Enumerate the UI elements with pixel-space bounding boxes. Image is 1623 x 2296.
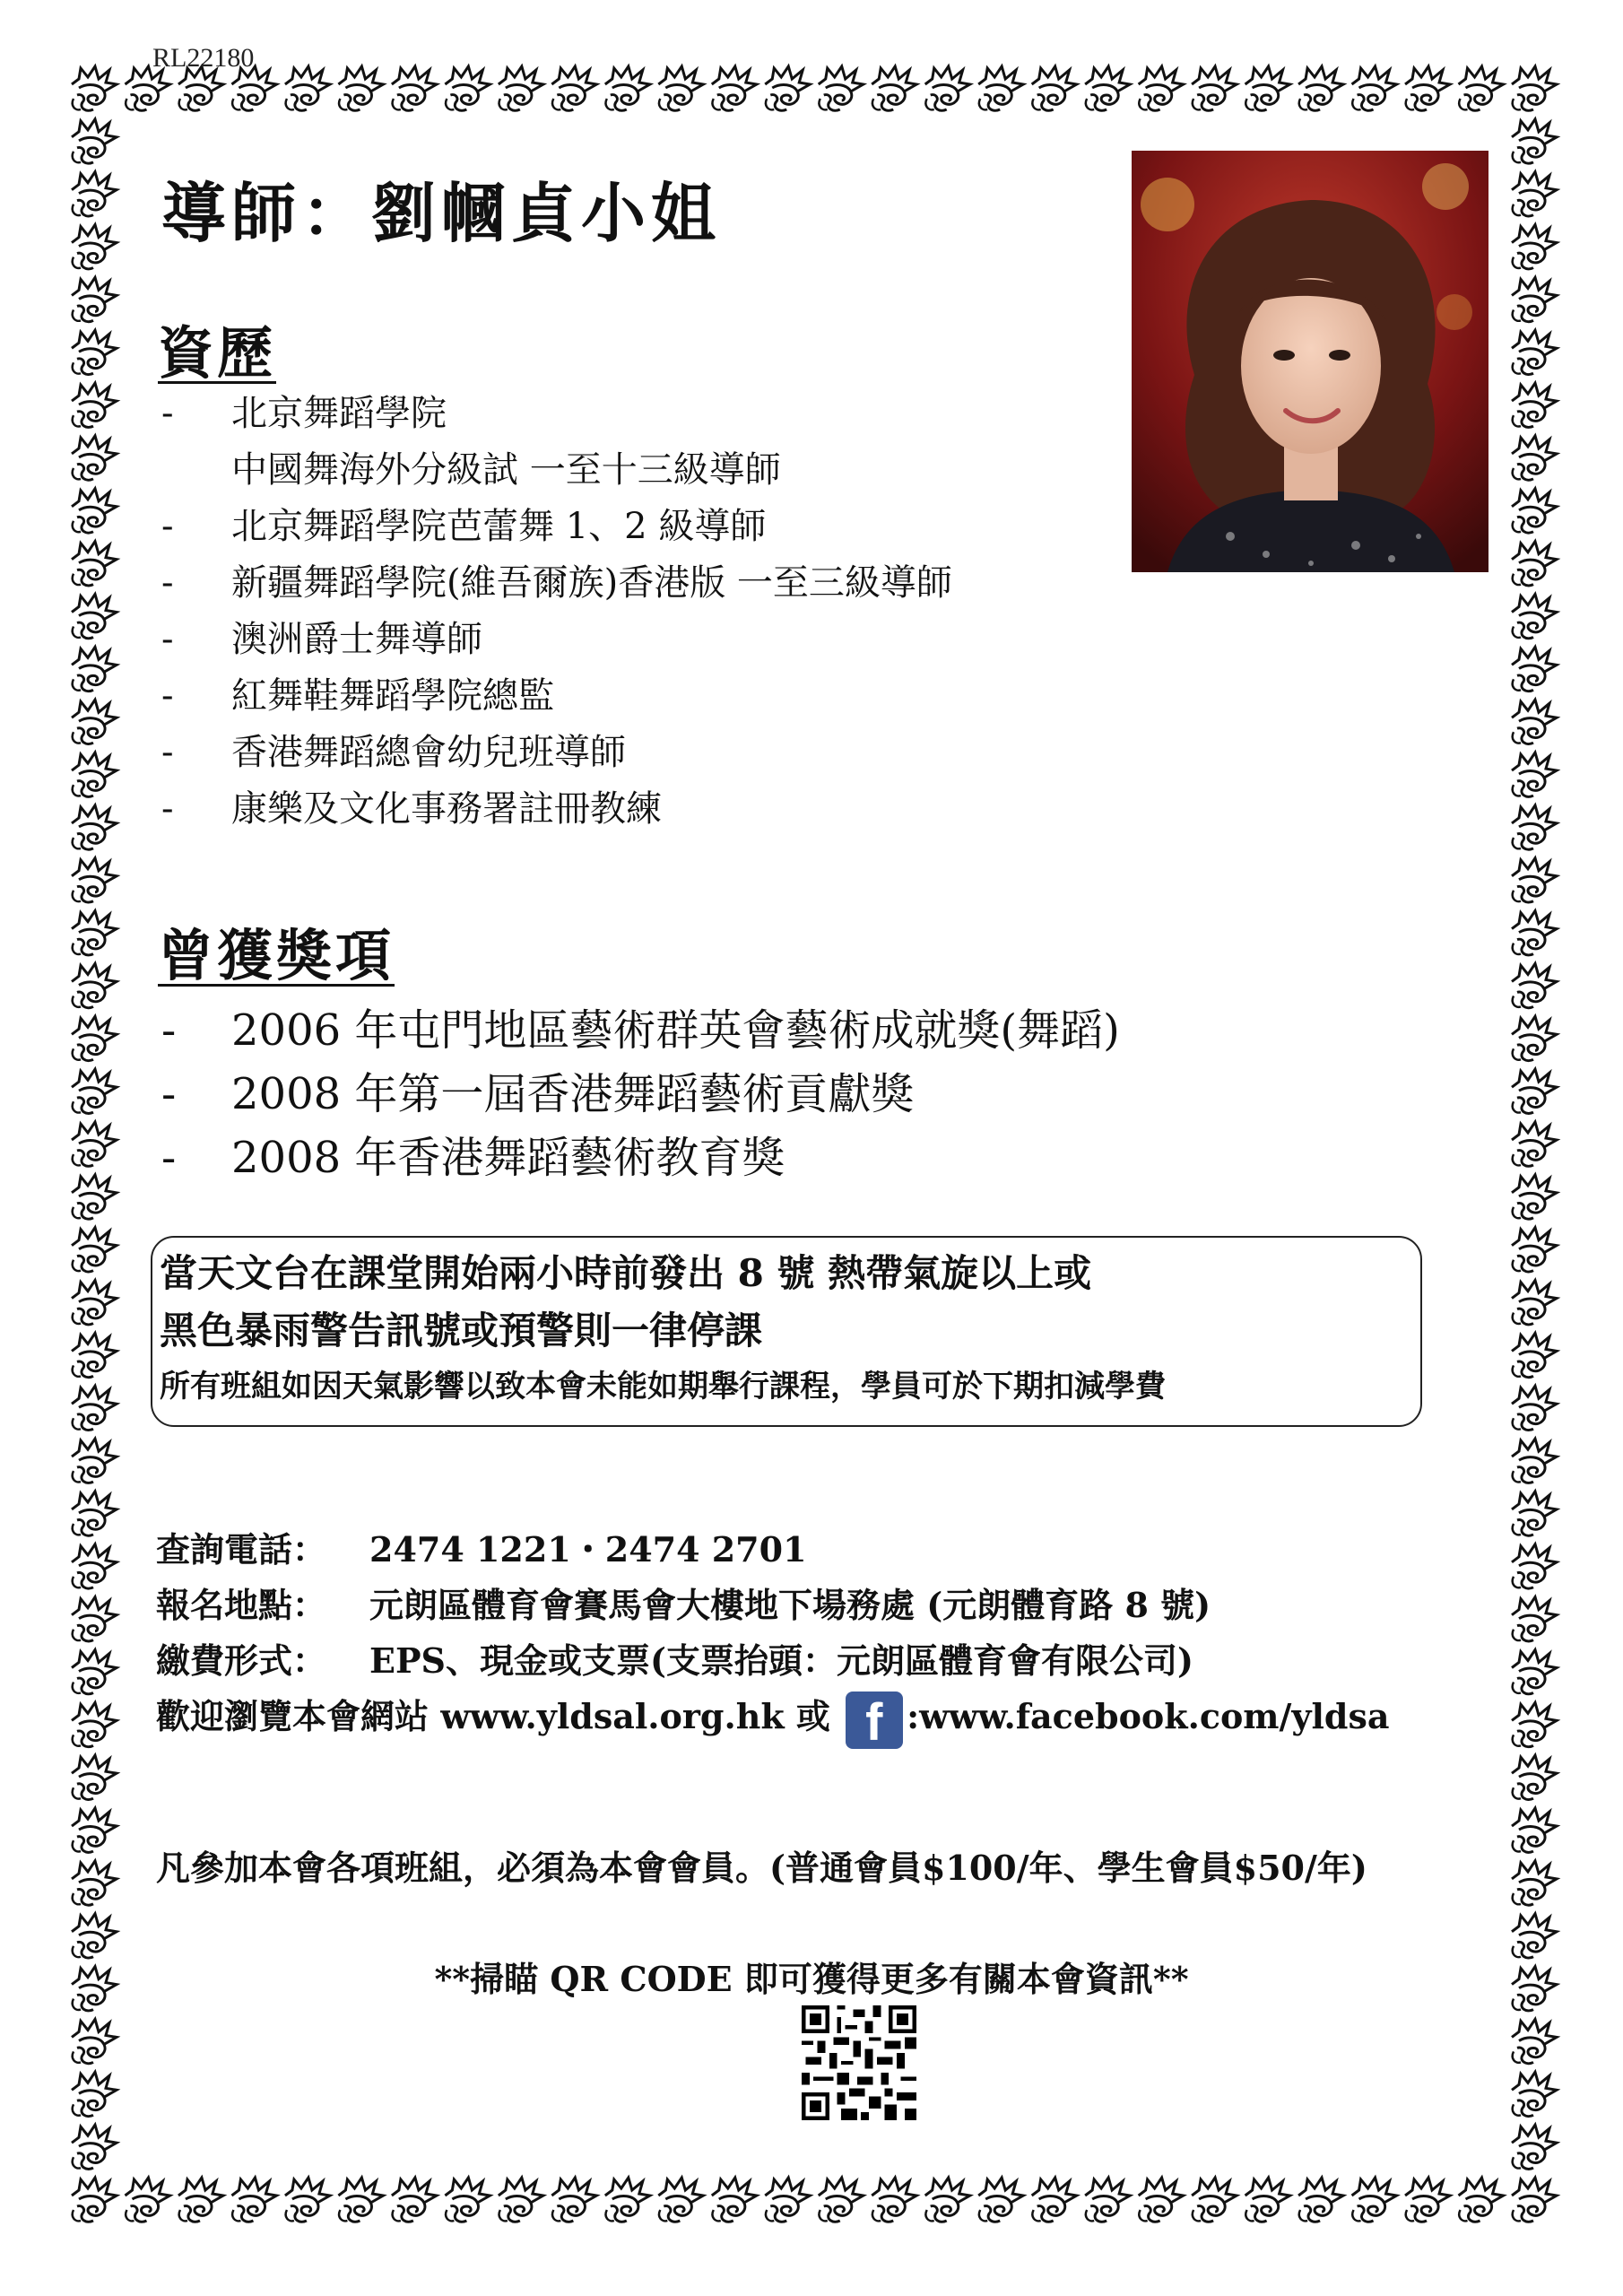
border-sunburst-icon — [72, 225, 117, 269]
border-sunburst-icon — [712, 2178, 757, 2222]
border-sunburst-icon — [1512, 595, 1557, 639]
award-text: 2008 年第一屆香港舞蹈藝術貢獻獎 — [231, 1069, 915, 1119]
border-sunburst-icon — [1512, 858, 1557, 902]
border-sunburst-icon — [1512, 752, 1557, 796]
border-sunburst-icon — [72, 595, 117, 639]
list-dash: - — [161, 1005, 177, 1056]
border-sunburst-icon — [1512, 805, 1557, 849]
list-dash: - — [161, 562, 174, 604]
qualification-text: 康樂及文化事務署註冊教練 — [231, 788, 662, 830]
border-sunburst-icon — [72, 383, 117, 427]
list-dash: - — [161, 1133, 177, 1183]
facebook-icon[interactable] — [846, 1692, 903, 1752]
list-dash: - — [161, 675, 174, 717]
page-title: 導師：劉幗貞小姐 — [161, 175, 722, 251]
qualification-item — [158, 555, 952, 612]
border-sunburst-icon — [1512, 2072, 1557, 2116]
border-sunburst-icon — [925, 66, 970, 110]
qualifications-heading: 資歷 — [158, 320, 277, 386]
border-sunburst-icon — [605, 66, 650, 110]
contact-website — [156, 1690, 1390, 1752]
border-sunburst-icon — [1512, 700, 1557, 744]
qualifications-list — [158, 386, 952, 838]
border-sunburst-icon — [338, 66, 383, 110]
contact-address — [156, 1578, 1211, 1632]
border-sunburst-icon — [178, 2178, 223, 2222]
border-sunburst-icon — [1298, 2178, 1343, 2222]
border-sunburst-icon — [445, 2178, 490, 2222]
border-sunburst-icon — [1512, 225, 1557, 269]
border-sunburst-icon — [1512, 963, 1557, 1007]
border-sunburst-icon — [1512, 1702, 1557, 1746]
border-sunburst-icon — [1512, 2019, 1557, 2063]
contact-payment — [156, 1634, 1193, 1688]
qualification-text: 紅舞鞋舞蹈學院總監 — [231, 675, 554, 717]
border-sunburst-icon — [1512, 911, 1557, 955]
border-sunburst-icon — [1512, 66, 1557, 110]
list-dash: - — [161, 506, 174, 547]
border-sunburst-icon — [1405, 66, 1450, 110]
border-sunburst-icon — [605, 2178, 650, 2222]
border-sunburst-icon — [72, 2178, 117, 2222]
border-sunburst-icon — [72, 700, 117, 744]
border-sunburst-icon — [1512, 1016, 1557, 1060]
border-sunburst-icon — [1512, 1597, 1557, 1641]
qualification-text: 中國舞海外分級試 一至十三級導師 — [231, 449, 781, 491]
border-sunburst-icon — [338, 2178, 383, 2222]
border-sunburst-icon — [72, 1281, 117, 1325]
border-sunburst-icon — [1085, 66, 1130, 110]
border-sunburst-icon — [1459, 2178, 1504, 2222]
border-sunburst-icon — [925, 2178, 970, 2222]
list-dash: - — [161, 732, 174, 773]
border-sunburst-icon — [1512, 1755, 1557, 1799]
border-sunburst-icon — [392, 66, 437, 110]
border-sunburst-icon — [445, 66, 490, 110]
border-sunburst-icon — [72, 542, 117, 586]
border-sunburst-icon — [72, 1755, 117, 1799]
phone-label: 查詢電話： — [156, 1529, 327, 1570]
border-sunburst-icon — [1085, 2178, 1130, 2222]
border-sunburst-icon — [125, 2178, 169, 2222]
border-sunburst-icon — [551, 2178, 596, 2222]
border-sunburst-icon — [72, 172, 117, 216]
facebook-url[interactable]: :www.facebook.com/yldsa — [907, 1696, 1390, 1736]
border-sunburst-icon — [1032, 66, 1077, 110]
border-sunburst-icon — [285, 66, 330, 110]
qualification-item — [158, 725, 952, 781]
qr-note: **掃瞄 QR CODE 即可獲得更多有關本會資訊** — [434, 1959, 1189, 1999]
border-sunburst-icon — [72, 489, 117, 533]
border-sunburst-icon — [1512, 647, 1557, 691]
border-sunburst-icon — [72, 963, 117, 1007]
document-code: RL22180 — [152, 43, 255, 73]
qualification-text: 澳洲爵士舞導師 — [231, 619, 482, 660]
address-label: 報名地點： — [156, 1585, 327, 1625]
border-sunburst-icon — [72, 805, 117, 849]
contact-phone — [156, 1523, 807, 1577]
border-sunburst-icon — [551, 66, 596, 110]
list-dash: - — [161, 1069, 177, 1119]
border-sunburst-icon — [1352, 66, 1397, 110]
list-dash: - — [161, 393, 174, 434]
border-sunburst-icon — [72, 1333, 117, 1377]
border-sunburst-icon — [1512, 1175, 1557, 1219]
award-item — [158, 1126, 1120, 1190]
border-sunburst-icon — [1512, 119, 1557, 163]
phone-value: 2474 1221・2474 2701 — [369, 1529, 807, 1570]
border-sunburst-icon — [72, 2072, 117, 2116]
qualification-item — [158, 612, 952, 668]
border-sunburst-icon — [1245, 2178, 1290, 2222]
border-sunburst-icon — [72, 1544, 117, 1588]
award-item — [158, 999, 1120, 1063]
qr-code-icon[interactable] — [802, 2005, 916, 2120]
border-sunburst-icon — [72, 1597, 117, 1641]
border-sunburst-icon — [1512, 330, 1557, 374]
border-sunburst-icon — [72, 1122, 117, 1166]
awards-heading: 曾獲獎項 — [158, 923, 395, 988]
border-sunburst-icon — [1352, 2178, 1397, 2222]
border-sunburst-icon — [72, 1228, 117, 1272]
border-sunburst-icon — [72, 1016, 117, 1060]
border-sunburst-icon — [1512, 1386, 1557, 1430]
qualification-text: 新疆舞蹈學院(維吾爾族)香港版 一至三級導師 — [231, 562, 952, 604]
border-sunburst-icon — [1512, 1492, 1557, 1535]
border-sunburst-icon — [72, 1650, 117, 1694]
facebook-glyph: f — [865, 1692, 883, 1752]
border-sunburst-icon — [1459, 66, 1504, 110]
qualification-text: 香港舞蹈總會幼兒班導師 — [231, 732, 626, 773]
website-text[interactable]: 歡迎瀏覽本會網站 www.yldsal.org.hk 或 — [156, 1696, 830, 1736]
border-sunburst-icon — [1298, 66, 1343, 110]
border-sunburst-icon — [72, 277, 117, 321]
border-sunburst-icon — [285, 2178, 330, 2222]
qualification-item — [158, 442, 952, 499]
awards-list — [158, 999, 1120, 1190]
border-sunburst-icon — [499, 2178, 543, 2222]
award-item — [158, 1063, 1120, 1126]
border-sunburst-icon — [1405, 2178, 1450, 2222]
list-dash: - — [161, 788, 174, 830]
border-sunburst-icon — [1512, 1333, 1557, 1377]
border-sunburst-icon — [72, 1386, 117, 1430]
border-sunburst-icon — [72, 1439, 117, 1483]
border-sunburst-icon — [1512, 2178, 1557, 2222]
membership-note: 凡參加本會各項班組，必須為本會會員。(普通會員$100/年、學生會員$50/年) — [156, 1848, 1367, 1888]
border-sunburst-icon — [72, 2019, 117, 2063]
address-value: 元朗區體育會賽馬會大樓地下場務處 (元朗體育路 8 號) — [369, 1585, 1211, 1625]
border-sunburst-icon — [72, 1069, 117, 1113]
border-sunburst-icon — [1512, 1650, 1557, 1694]
notice-line-2: 黑色暴雨警告訊號或預警則一律停課 — [160, 1309, 763, 1352]
border-sunburst-icon — [72, 66, 117, 110]
border-sunburst-icon — [72, 858, 117, 902]
border-sunburst-icon — [1032, 2178, 1077, 2222]
border-sunburst-icon — [1512, 489, 1557, 533]
border-sunburst-icon — [1512, 1808, 1557, 1852]
border-sunburst-icon — [72, 1175, 117, 1219]
border-sunburst-icon — [231, 2178, 276, 2222]
border-sunburst-icon — [1139, 66, 1184, 110]
border-sunburst-icon — [72, 752, 117, 796]
border-sunburst-icon — [1512, 436, 1557, 480]
payment-label: 繳費形式： — [156, 1640, 327, 1681]
award-text: 2008 年香港舞蹈藝術教育獎 — [231, 1133, 785, 1183]
border-sunburst-icon — [1512, 1122, 1557, 1166]
border-sunburst-icon — [72, 330, 117, 374]
border-sunburst-icon — [72, 1808, 117, 1852]
border-sunburst-icon — [765, 2178, 810, 2222]
border-sunburst-icon — [1512, 1439, 1557, 1483]
border-sunburst-icon — [978, 66, 1023, 110]
border-sunburst-icon — [1192, 66, 1237, 110]
border-sunburst-icon — [1139, 2178, 1184, 2222]
border-sunburst-icon — [1512, 2125, 1557, 2169]
border-sunburst-icon — [72, 119, 117, 163]
border-sunburst-icon — [499, 66, 543, 110]
border-sunburst-icon — [392, 2178, 437, 2222]
qualification-item — [158, 386, 952, 442]
border-sunburst-icon — [819, 66, 864, 110]
qualification-item — [158, 668, 952, 725]
weather-notice-box — [151, 1236, 1422, 1427]
border-sunburst-icon — [1512, 1544, 1557, 1588]
instructor-photo — [1132, 151, 1488, 572]
border-sunburst-icon — [658, 66, 703, 110]
border-sunburst-icon — [872, 2178, 916, 2222]
payment-value: EPS、現金或支票(支票抬頭：元朗區體育會有限公司) — [369, 1640, 1193, 1681]
border-sunburst-icon — [72, 2125, 117, 2169]
border-sunburst-icon — [72, 1861, 117, 1905]
list-dash: - — [161, 619, 174, 660]
border-sunburst-icon — [72, 1492, 117, 1535]
border-sunburst-icon — [1512, 383, 1557, 427]
border-sunburst-icon — [1512, 542, 1557, 586]
border-sunburst-icon — [765, 66, 810, 110]
qualification-item — [158, 499, 952, 555]
border-sunburst-icon — [72, 1702, 117, 1746]
qualification-text: 北京舞蹈學院芭蕾舞 1、2 級導師 — [231, 506, 767, 547]
border-sunburst-icon — [1512, 1861, 1557, 1905]
award-text: 2006 年屯門地區藝術群英會藝術成就獎(舞蹈) — [231, 1005, 1120, 1056]
border-sunburst-icon — [72, 911, 117, 955]
border-sunburst-icon — [1512, 172, 1557, 216]
qualification-text: 北京舞蹈學院 — [231, 393, 447, 434]
border-sunburst-icon — [658, 2178, 703, 2222]
border-sunburst-icon — [72, 647, 117, 691]
qualification-item — [158, 781, 952, 838]
border-sunburst-icon — [1512, 1069, 1557, 1113]
border-sunburst-icon — [1192, 2178, 1237, 2222]
border-sunburst-icon — [712, 66, 757, 110]
border-sunburst-icon — [1512, 277, 1557, 321]
border-sunburst-icon — [872, 66, 916, 110]
notice-line-3: 所有班組如因天氣影響以致本會未能如期舉行課程，學員可於下期扣減學費 — [160, 1369, 1166, 1405]
border-sunburst-icon — [1245, 66, 1290, 110]
border-sunburst-icon — [1512, 1281, 1557, 1325]
border-sunburst-icon — [72, 436, 117, 480]
border-sunburst-icon — [978, 2178, 1023, 2222]
notice-line-1: 當天文台在課堂開始兩小時前發出 8 號 熱帶氣旋以上或 — [160, 1251, 1092, 1295]
border-sunburst-icon — [819, 2178, 864, 2222]
border-sunburst-icon — [1512, 1228, 1557, 1272]
